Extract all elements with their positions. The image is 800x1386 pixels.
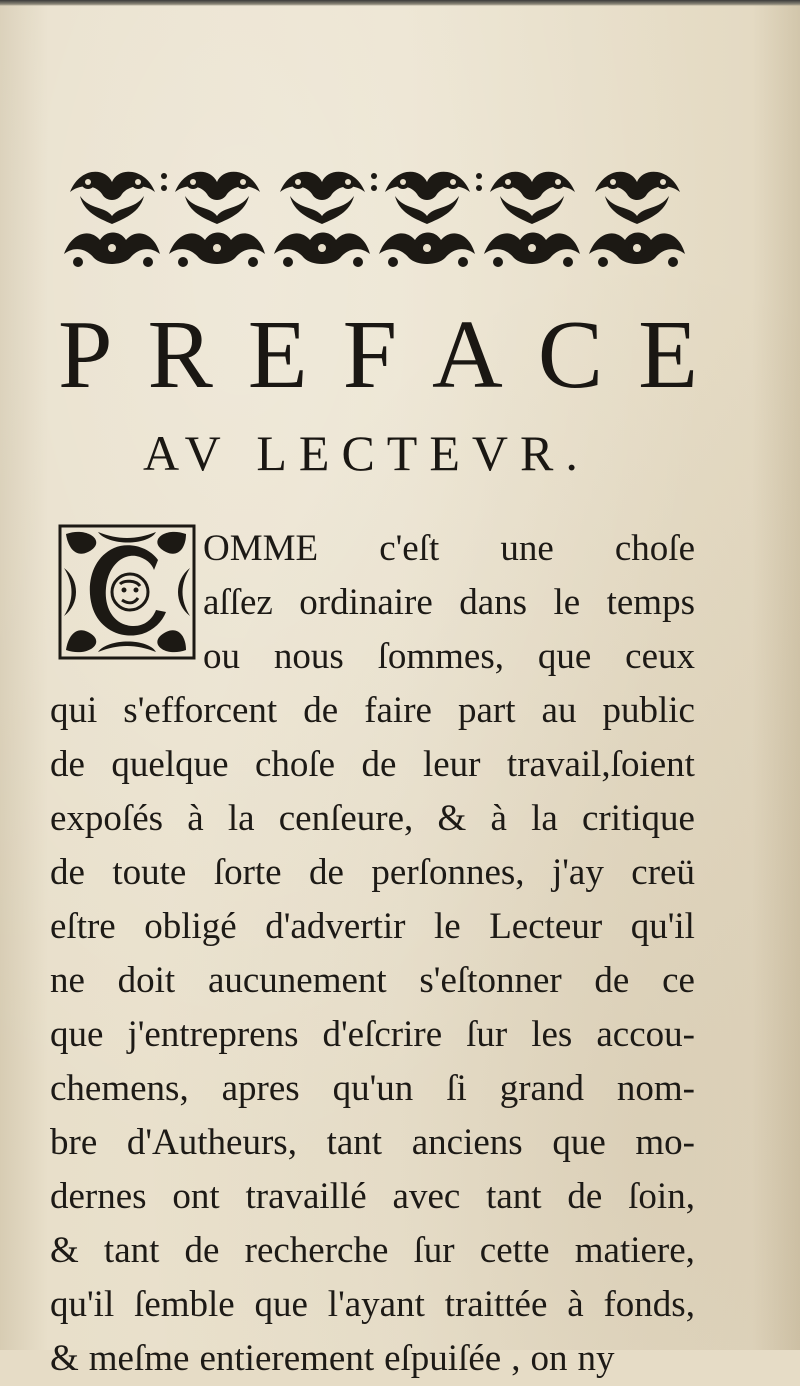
text-word: dans <box>459 582 528 623</box>
text-word: apres <box>221 1068 300 1109</box>
title-letter: E <box>638 301 698 409</box>
text-word: ſemble <box>134 1284 235 1325</box>
text-word: chemens, <box>50 1068 189 1109</box>
text-line <box>203 522 695 576</box>
text-line <box>50 684 695 738</box>
text-line <box>203 630 695 684</box>
text-word: recherche <box>244 1230 389 1271</box>
text-word: & <box>50 1338 79 1379</box>
text-word: temps <box>606 582 695 623</box>
text-line <box>50 1062 695 1116</box>
text-word: , <box>511 1338 521 1379</box>
page-top-edge <box>0 0 800 6</box>
text-word: nous <box>273 636 344 677</box>
text-word: dernes <box>50 1176 147 1217</box>
text-word: de <box>594 960 630 1001</box>
text-word: que <box>50 1014 104 1055</box>
text-word: de <box>50 852 85 893</box>
text-line <box>50 1278 695 1332</box>
text-word: faire <box>364 690 432 731</box>
text-word: ou <box>203 636 240 677</box>
text-word: de <box>50 744 85 785</box>
title-letter: C <box>537 301 604 409</box>
text-line <box>50 1008 695 1062</box>
text-word: meſme <box>88 1338 190 1379</box>
text-line <box>50 738 695 792</box>
text-line <box>203 576 695 630</box>
text-line <box>50 1170 695 1224</box>
text-word: on <box>530 1338 568 1379</box>
text-word: ordinaire <box>299 582 433 623</box>
text-word: eſtre <box>50 906 116 947</box>
text-word: le <box>433 906 461 947</box>
text-word: j'entreprens <box>127 1014 299 1055</box>
text-line <box>50 1332 695 1386</box>
text-word: tant <box>486 1176 542 1217</box>
text-word: OMME <box>203 528 319 569</box>
text-word: ne <box>50 960 85 1001</box>
text-word: matiere, <box>574 1230 695 1271</box>
text-word: accou- <box>596 1014 695 1055</box>
text-word: ce <box>662 960 695 1001</box>
text-word: ceux <box>625 636 695 677</box>
text-word: avec <box>392 1176 461 1217</box>
text-word: c'eſt <box>379 528 440 569</box>
text-word: quelque <box>111 744 229 785</box>
text-word: de <box>567 1176 603 1217</box>
text-line <box>50 792 695 846</box>
text-word: choſe <box>614 528 695 569</box>
text-word: ny <box>577 1338 615 1379</box>
text-word: de <box>303 690 339 731</box>
text-word: s'efforcent <box>123 690 278 731</box>
text-word: au <box>541 690 577 731</box>
text-word: leur <box>422 744 481 785</box>
text-word: d'advertir <box>265 906 406 947</box>
text-word: à <box>567 1284 584 1325</box>
text-word: & <box>50 1230 79 1271</box>
text-word: creü <box>631 852 695 893</box>
text-word: aucunement <box>207 960 387 1001</box>
text-word: aſſez <box>203 582 273 623</box>
text-word: obligé <box>144 906 237 947</box>
text-word: qui <box>50 690 98 731</box>
text-line <box>50 900 695 954</box>
text-word: nom- <box>616 1068 695 1109</box>
text-word: à <box>490 798 507 839</box>
text-line <box>50 846 695 900</box>
text-word: eſpuiſée <box>384 1338 502 1379</box>
text-word: la <box>531 798 558 839</box>
text-word: grand <box>499 1068 584 1109</box>
text-word: choſe <box>254 744 336 785</box>
text-line <box>50 1116 695 1170</box>
text-word: d'Autheurs, <box>126 1122 297 1163</box>
text-word: Lecteur <box>489 906 603 947</box>
page-subtitle: AV LECTEVR. <box>143 425 590 481</box>
text-word: cette <box>479 1230 550 1271</box>
text-word: une <box>500 528 554 569</box>
text-word: ont <box>172 1176 220 1217</box>
text-word: que <box>552 1122 606 1163</box>
text-word: critique <box>581 798 695 839</box>
text-word: ſi <box>446 1068 467 1109</box>
dropcap-ornament <box>58 524 196 660</box>
text-word: de <box>361 744 397 785</box>
text-word: anciens <box>411 1122 523 1163</box>
text-line <box>50 1224 695 1278</box>
title-letter: A <box>432 301 503 409</box>
text-word: public <box>602 690 695 731</box>
text-word: la <box>227 798 255 839</box>
title-letter: F <box>342 301 398 409</box>
text-word: tant <box>326 1122 383 1163</box>
text-word: ſorte <box>213 852 282 893</box>
text-word: le <box>553 582 581 623</box>
text-word: qu'un <box>332 1068 414 1109</box>
text-word: à <box>187 798 204 839</box>
text-word: expoſés <box>50 798 164 839</box>
text-word: tant <box>103 1230 160 1271</box>
headpiece-ornament <box>60 162 690 274</box>
text-line <box>50 954 695 1008</box>
text-word: part <box>457 690 516 731</box>
text-word: ſoin, <box>628 1176 695 1217</box>
text-word: qu'il <box>630 906 695 947</box>
text-word: que <box>537 636 592 677</box>
text-word: de <box>309 852 344 893</box>
text-word: que <box>254 1284 308 1325</box>
text-word: traittée <box>444 1284 548 1325</box>
text-word: l'ayant <box>327 1284 425 1325</box>
text-word: ſur <box>413 1230 455 1271</box>
title-letter: E <box>247 301 308 409</box>
text-word: j'ay <box>551 852 604 893</box>
text-word: les <box>531 1014 573 1055</box>
text-word: travail,ſoient <box>506 744 695 785</box>
text-word: de <box>184 1230 220 1271</box>
text-word: travaillé <box>245 1176 367 1217</box>
text-word: d'eſcrire <box>322 1014 443 1055</box>
text-word: ſommes, <box>377 636 505 677</box>
text-word: doit <box>117 960 176 1001</box>
text-word: entierement <box>199 1338 375 1379</box>
text-word: toute <box>112 852 187 893</box>
text-word: perſonnes, <box>371 852 525 893</box>
title-letter: R <box>147 301 213 409</box>
text-word: ſur <box>466 1014 508 1055</box>
text-word: bre <box>50 1122 98 1163</box>
text-word: fonds, <box>603 1284 695 1325</box>
text-word: cenſeure, <box>278 798 414 839</box>
text-word: mo- <box>635 1122 695 1163</box>
text-word: s'eſtonner <box>419 960 562 1001</box>
text-word: & <box>437 798 467 839</box>
page-title <box>58 301 698 409</box>
text-word: qu'il <box>50 1284 115 1325</box>
title-letter: P <box>58 301 113 409</box>
